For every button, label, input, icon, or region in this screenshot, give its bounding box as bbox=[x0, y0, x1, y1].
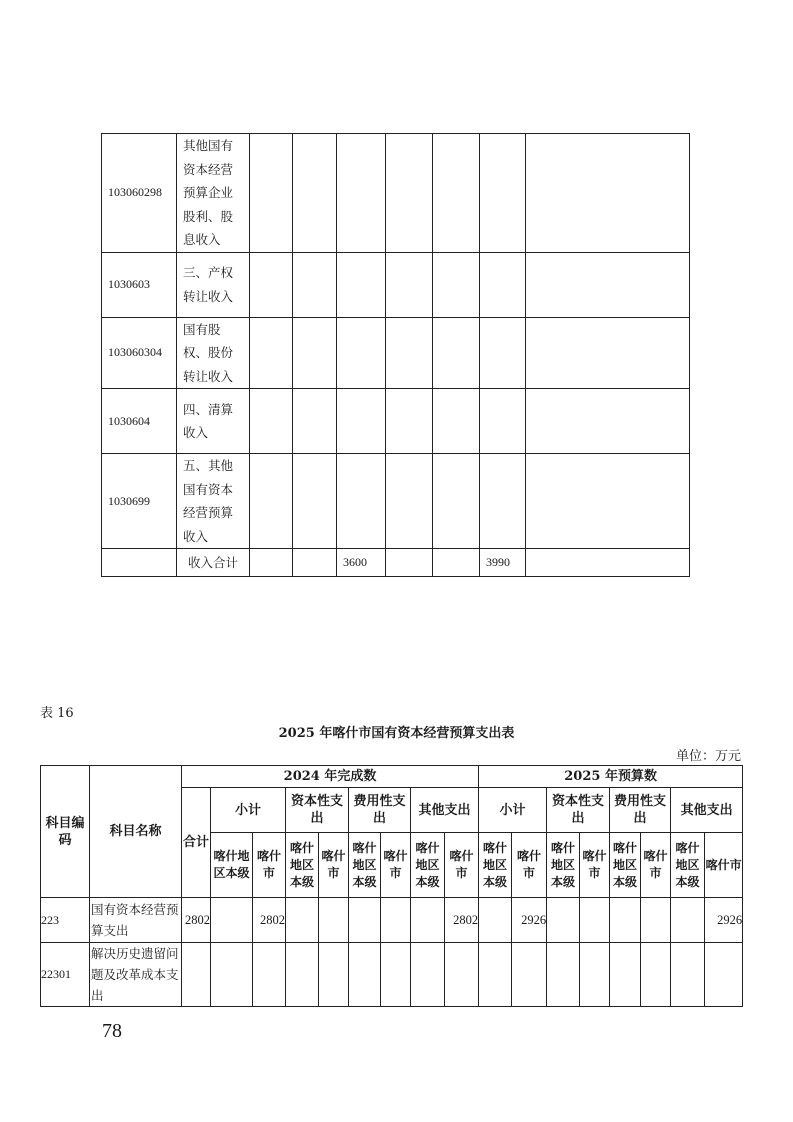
cell bbox=[433, 389, 480, 454]
header-other: 其他支出 bbox=[671, 788, 743, 833]
cell bbox=[102, 549, 177, 577]
cell bbox=[386, 134, 433, 253]
header-city: 喀什市 bbox=[512, 833, 547, 898]
unit-label: 单位：万元 bbox=[675, 749, 741, 764]
cell bbox=[526, 389, 690, 454]
cell bbox=[319, 898, 349, 943]
row-name: 国有资本经营预算支出 bbox=[90, 898, 182, 943]
row-code: 103060304 bbox=[102, 317, 177, 389]
header-subtotal: 小计 bbox=[211, 788, 286, 833]
header-other: 其他支出 bbox=[411, 788, 479, 833]
cell bbox=[433, 454, 480, 549]
table-row bbox=[41, 898, 743, 943]
header-city: 喀什市 bbox=[580, 833, 610, 898]
cell bbox=[319, 943, 349, 1007]
row-code: 103060298 bbox=[102, 134, 177, 253]
cell bbox=[433, 134, 480, 253]
header-expense: 费用性支出 bbox=[610, 788, 671, 833]
header-capital: 资本性支出 bbox=[286, 788, 349, 833]
table-row bbox=[102, 317, 690, 389]
cell bbox=[337, 454, 386, 549]
cell bbox=[526, 454, 690, 549]
cell bbox=[480, 252, 526, 317]
cell bbox=[641, 943, 671, 1007]
cell bbox=[337, 134, 386, 253]
header-region-level: 喀什地区本级 bbox=[349, 833, 381, 898]
header-region-level: 喀什地区本级 bbox=[610, 833, 641, 898]
header-capital: 资本性支出 bbox=[547, 788, 610, 833]
row-code: 22301 bbox=[41, 943, 90, 1007]
header-region-level: 喀什地区本级 bbox=[411, 833, 445, 898]
cell bbox=[293, 389, 337, 454]
cell bbox=[526, 317, 690, 389]
total-row bbox=[102, 549, 690, 577]
cell bbox=[671, 943, 705, 1007]
header-expense: 费用性支出 bbox=[349, 788, 411, 833]
total-value: 3990 bbox=[480, 549, 526, 577]
cell bbox=[250, 389, 293, 454]
header-2024: 2024 年完成数 bbox=[182, 766, 479, 788]
cell: 2926 bbox=[705, 898, 743, 943]
cell bbox=[211, 943, 253, 1007]
table-row bbox=[102, 252, 690, 317]
cell: 2802 bbox=[445, 898, 479, 943]
cell bbox=[286, 943, 319, 1007]
cell bbox=[386, 317, 433, 389]
cell: 2802 bbox=[253, 898, 286, 943]
cell bbox=[445, 943, 479, 1007]
header-city: 喀什市 bbox=[319, 833, 349, 898]
total-value: 3600 bbox=[337, 549, 386, 577]
table-row bbox=[102, 134, 690, 253]
header-2025: 2025 年预算数 bbox=[479, 766, 743, 788]
cell bbox=[526, 549, 690, 577]
total-label: 收入合计 bbox=[177, 549, 250, 577]
cell bbox=[386, 549, 433, 577]
cell bbox=[293, 134, 337, 253]
header-row bbox=[41, 766, 743, 788]
cell bbox=[381, 898, 411, 943]
row-code: 1030603 bbox=[102, 252, 177, 317]
cell bbox=[286, 898, 319, 943]
cell: 2802 bbox=[182, 898, 211, 943]
cell bbox=[480, 134, 526, 253]
header-region-level: 喀什地区本级 bbox=[479, 833, 512, 898]
cell bbox=[526, 252, 690, 317]
table-label: 表 16 bbox=[40, 706, 74, 721]
table-row bbox=[41, 943, 743, 1007]
row-name: 三、产权转让收入 bbox=[177, 252, 250, 317]
header-region-level: 喀什地区本级 bbox=[547, 833, 580, 898]
cell bbox=[293, 317, 337, 389]
cell bbox=[386, 252, 433, 317]
header-region-level: 喀什地区本级 bbox=[211, 833, 253, 898]
row-name: 国有股权、股份转让收入 bbox=[177, 317, 250, 389]
cell bbox=[293, 454, 337, 549]
cell bbox=[433, 252, 480, 317]
income-table bbox=[101, 133, 690, 577]
header-city: 喀什市 bbox=[253, 833, 286, 898]
cell bbox=[480, 317, 526, 389]
cell bbox=[337, 389, 386, 454]
header-city: 喀什市 bbox=[705, 833, 743, 898]
cell bbox=[705, 943, 743, 1007]
cell bbox=[293, 549, 337, 577]
header-region-level: 喀什地区本级 bbox=[671, 833, 705, 898]
cell bbox=[293, 252, 337, 317]
table-title: 2025 年喀什市国有资本经营预算支出表 bbox=[278, 726, 515, 741]
header-total: 合计 bbox=[182, 788, 211, 898]
header-code: 科目编码 bbox=[41, 766, 90, 898]
row-code: 1030699 bbox=[102, 454, 177, 549]
cell bbox=[349, 898, 381, 943]
cell bbox=[580, 898, 610, 943]
cell bbox=[479, 898, 512, 943]
table-row bbox=[102, 389, 690, 454]
cell bbox=[182, 943, 211, 1007]
cell bbox=[479, 943, 512, 1007]
cell bbox=[547, 943, 580, 1007]
cell bbox=[411, 943, 445, 1007]
header-name: 科目名称 bbox=[90, 766, 182, 898]
cell bbox=[381, 943, 411, 1007]
cell bbox=[337, 252, 386, 317]
header-city: 喀什市 bbox=[641, 833, 671, 898]
cell bbox=[671, 898, 705, 943]
cell bbox=[526, 134, 690, 253]
cell: 2926 bbox=[512, 898, 547, 943]
header-city: 喀什市 bbox=[381, 833, 411, 898]
cell bbox=[250, 317, 293, 389]
cell bbox=[433, 549, 480, 577]
cell bbox=[337, 317, 386, 389]
cell bbox=[610, 898, 641, 943]
cell bbox=[547, 898, 580, 943]
row-code: 223 bbox=[41, 898, 90, 943]
header-subtotal: 小计 bbox=[479, 788, 547, 833]
row-name: 四、清算收入 bbox=[177, 389, 250, 454]
cell bbox=[480, 389, 526, 454]
cell bbox=[411, 898, 445, 943]
cell bbox=[512, 943, 547, 1007]
row-code: 1030604 bbox=[102, 389, 177, 454]
header-region-level: 喀什地区本级 bbox=[286, 833, 319, 898]
row-name: 其他国有资本经营预算企业股利、股息收入 bbox=[177, 134, 250, 253]
expenditure-table bbox=[40, 765, 743, 1007]
cell bbox=[610, 943, 641, 1007]
cell bbox=[349, 943, 381, 1007]
header-city: 喀什市 bbox=[445, 833, 479, 898]
cell bbox=[250, 454, 293, 549]
cell bbox=[433, 317, 480, 389]
cell bbox=[253, 943, 286, 1007]
table-row bbox=[102, 454, 690, 549]
cell bbox=[250, 134, 293, 253]
cell bbox=[250, 549, 293, 577]
cell bbox=[250, 252, 293, 317]
page-number: 78 bbox=[102, 1020, 122, 1042]
cell bbox=[386, 454, 433, 549]
cell bbox=[211, 898, 253, 943]
cell bbox=[641, 898, 671, 943]
cell bbox=[386, 389, 433, 454]
row-name: 五、其他国有资本经营预算收入 bbox=[177, 454, 250, 549]
cell bbox=[580, 943, 610, 1007]
cell bbox=[480, 454, 526, 549]
row-name: 解决历史遗留问题及改革成本支出 bbox=[90, 943, 182, 1007]
